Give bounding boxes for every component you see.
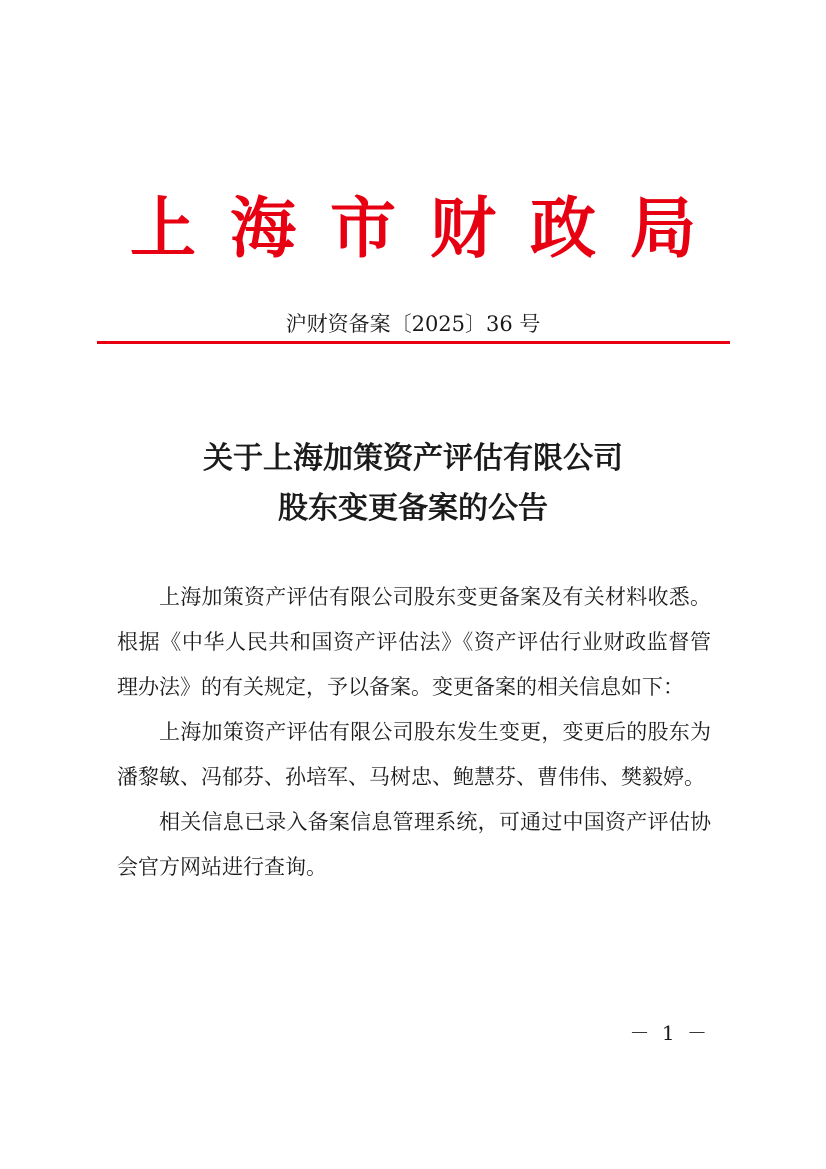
- body-paragraph-2: 上海加策资产评估有限公司股东发生变更，变更后的股东为潘黎敏、冯郁芬、孙培军、马树忠、鲍慧芬、曹伟伟、樊毅婷。: [117, 720, 711, 789]
- title-line-1: 关于上海加策资产评估有限公司: [203, 441, 623, 476]
- page-number: － 1 －: [629, 1021, 710, 1045]
- title-line-2: 股东变更备案的公告: [278, 491, 548, 526]
- body-paragraph-3: 相关信息已录入备案信息管理系统，可通过中国资产评估协会官方网站进行查询。: [117, 810, 711, 879]
- body-paragraph-1: 上海加策资产评估有限公司股东变更备案及有关材料收悉。根据《中华人民共和国资产评估法》《资产评估行业财政监督管理办法》的有关规定，予以备案。变更备案的相关信息如下：: [117, 585, 711, 699]
- masthead-org-name: 上海市财政局: [130, 189, 730, 267]
- document-title: [0, 434, 826, 534]
- red-divider-line: [97, 341, 730, 344]
- document-body: [117, 575, 711, 890]
- document-number: 沪财资备案〔2025〕36 号: [285, 312, 541, 336]
